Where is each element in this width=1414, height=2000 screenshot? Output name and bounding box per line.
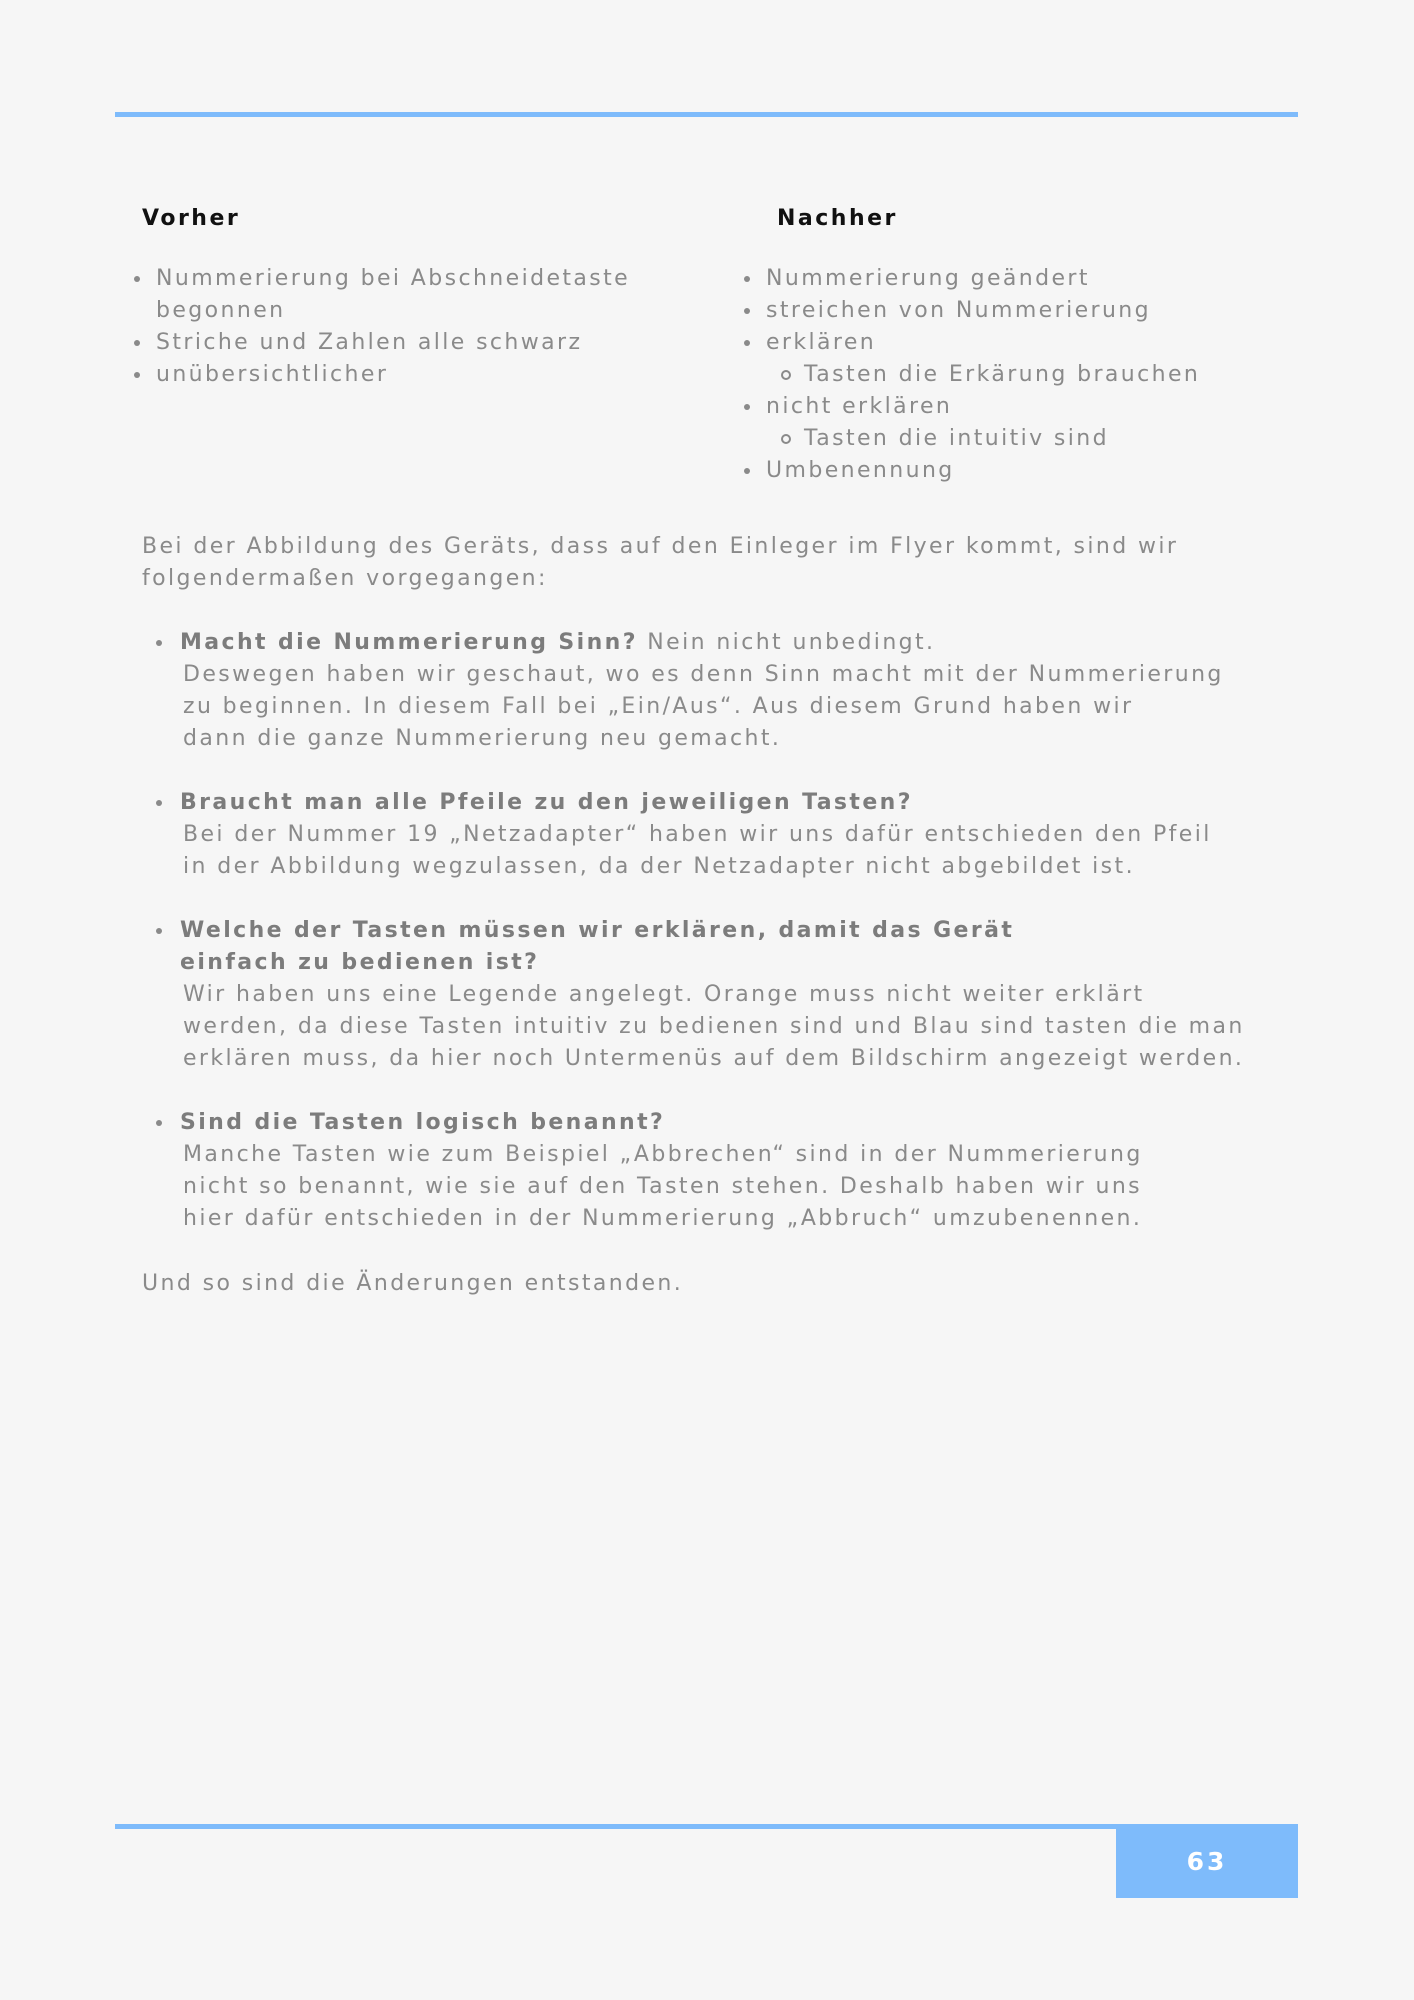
answer-line: Bei der Nummer 19 „Netzadapter“ haben wir uns dafür entschieden den Pfeil — [183, 822, 1212, 847]
after-item: Nummerierung geändert — [740, 263, 1320, 295]
answer-line: werden, da diese Tasten intuitiv zu bedienen sind und Blau sind tasten die man — [183, 1014, 1245, 1039]
question-text: Sind die Tasten logisch benannt? — [180, 1110, 666, 1135]
answer-line: Deswegen haben wir geschaut, wo es denn Sinn macht mit der Nummerierung — [183, 662, 1224, 687]
answer-line: erklären muss, da hier noch Untermenüs auf dem Bildschirm angezeigt werden. — [183, 1046, 1245, 1071]
question-inline-answer: Nein nicht unbedingt. — [637, 630, 936, 655]
page-number-box — [1116, 1824, 1298, 1898]
outro-paragraph: Und so sind die Änderungen entstanden. — [142, 1271, 684, 1296]
question-item — [152, 627, 1302, 755]
question-list — [152, 627, 1302, 1267]
intro-paragraph: Bei der Abbildung des Geräts, dass auf den Einleger im Flyer kommt, sind wir folgendermaßen vorgegangen: — [142, 534, 1179, 591]
after-item: nicht erklären — [740, 391, 1320, 423]
before-item: Striche und Zahlen alle schwarz — [130, 327, 690, 359]
answer-line: in der Abbildung wegzulassen, da der Netzadapter nicht abgebildet ist. — [183, 854, 1135, 879]
answer-line: Manche Tasten wie zum Beispiel „Abbrechen“ sind in der Nummerierung — [183, 1142, 1143, 1167]
question-text: Macht die Nummerierung Sinn? — [180, 630, 638, 655]
after-list — [740, 263, 1320, 487]
question-item — [152, 1107, 1302, 1235]
question-text: Welche der Tasten müssen wir erklären, damit das Gerät einfach zu bedienen ist? — [180, 918, 1015, 975]
answer-line: hier dafür entschieden in der Nummerierung „Abbruch“ umzubenennen. — [183, 1206, 1143, 1231]
after-item: streichen von Nummerierung — [740, 295, 1320, 327]
answer-line: zu beginnen. In diesem Fall bei „Ein/Aus“. Aus diesem Grund haben wir — [183, 694, 1134, 719]
question-item — [152, 787, 1302, 883]
before-item: Nummerierung bei Abschneidetaste begonnen — [130, 263, 690, 327]
before-list — [130, 263, 690, 391]
after-item: erklären — [740, 327, 1320, 359]
before-item: unübersichtlicher — [130, 359, 690, 391]
after-heading: Nachher — [777, 206, 898, 231]
after-subitem: Tasten die Erkärung brauchen — [740, 359, 1320, 391]
after-item: Umbenennung — [740, 455, 1320, 487]
answer-line: Wir haben uns eine Legende angelegt. Orange muss nicht weiter erklärt — [183, 982, 1145, 1007]
answer-line: dann die ganze Nummerierung neu gemacht. — [183, 726, 782, 751]
before-heading: Vorher — [142, 206, 241, 231]
answer-line: nicht so benannt, wie sie auf den Tasten stehen. Deshalb haben wir uns — [183, 1174, 1143, 1199]
question-item — [152, 915, 1302, 1075]
header-rule — [115, 112, 1298, 117]
question-text: Braucht man alle Pfeile zu den jeweiligen Tasten? — [180, 790, 913, 815]
after-subitem: Tasten die intuitiv sind — [740, 423, 1320, 455]
page-number: 63 — [1186, 1846, 1228, 1876]
